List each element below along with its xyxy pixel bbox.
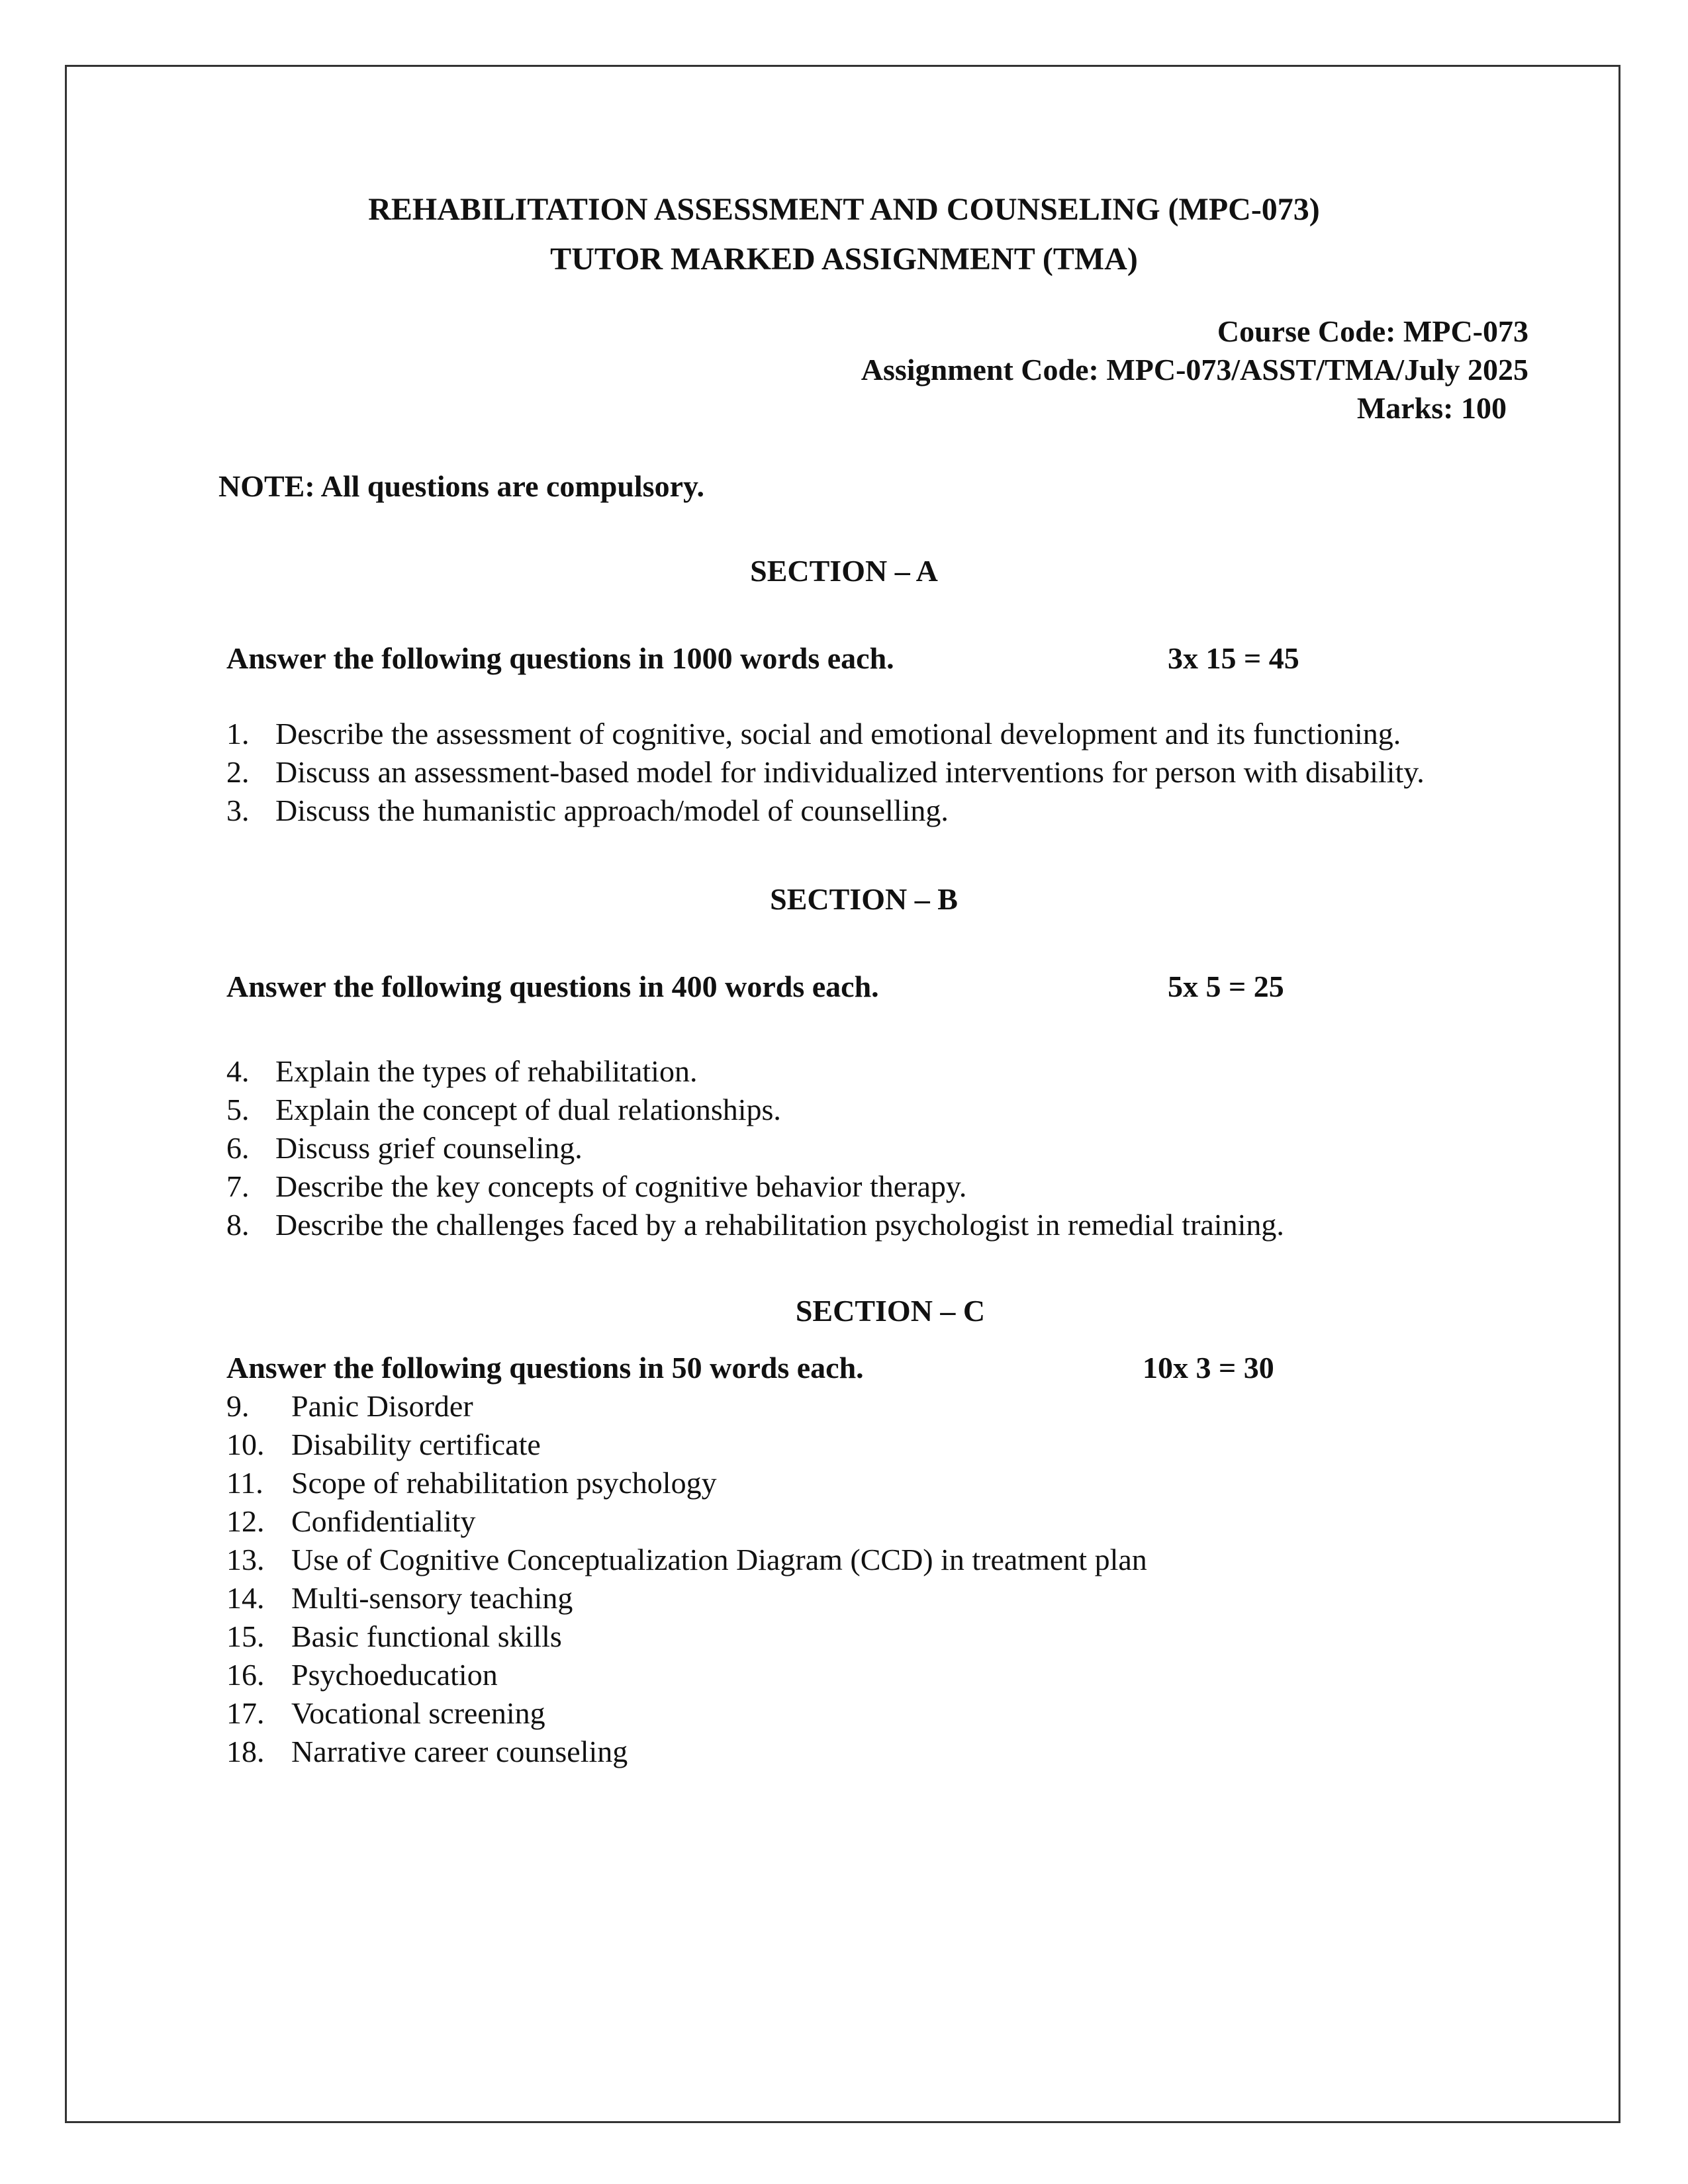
question-number: 16.	[226, 1658, 265, 1692]
question-text: Scope of rehabilitation psychology	[291, 1466, 717, 1500]
section-c-marks: 10x 3 = 30	[1143, 1351, 1274, 1385]
question-number: 9.	[226, 1389, 250, 1423]
question-number: 4.	[226, 1054, 250, 1088]
question-text: Describe the challenges faced by a rehabilitation psychologist in remedial training.	[275, 1208, 1284, 1242]
question-text: Discuss the humanistic approach/model of counselling.	[275, 794, 949, 827]
question-number: 17.	[226, 1696, 265, 1730]
question-number: 6.	[226, 1131, 250, 1165]
total-marks: Marks: 100	[1356, 391, 1507, 425]
question-text: Explain the types of rehabilitation.	[275, 1054, 698, 1088]
section-c-instruction: Answer the following questions in 50 words each.	[226, 1351, 864, 1385]
section-b-title: SECTION – B	[770, 882, 958, 916]
question-number: 15.	[226, 1619, 265, 1653]
question-text: Panic Disorder	[291, 1389, 473, 1423]
question-number: 1.	[226, 717, 250, 751]
question-number: 11.	[226, 1466, 263, 1500]
section-c-title: SECTION – C	[795, 1294, 986, 1328]
question-text: Explain the concept of dual relationships.	[275, 1093, 781, 1126]
question-number: 8.	[226, 1208, 250, 1242]
question-number: 13.	[226, 1543, 265, 1576]
section-a-title: SECTION – A	[750, 554, 938, 588]
assignment-code: Assignment Code: MPC-073/ASST/TMA/July 2025	[861, 353, 1528, 387]
question-text: Disability certificate	[291, 1428, 541, 1461]
question-number: 3.	[226, 794, 250, 827]
question-text: Use of Cognitive Conceptualization Diagram (CCD) in treatment plan	[291, 1543, 1147, 1576]
question-text: Discuss an assessment-based model for individualized interventions for person with disability.	[275, 755, 1425, 789]
question-text: Basic functional skills	[291, 1619, 562, 1653]
question-number: 5.	[226, 1093, 250, 1126]
question-text: Discuss grief counseling.	[275, 1131, 583, 1165]
question-text: Multi-sensory teaching	[291, 1581, 573, 1615]
question-number: 14.	[226, 1581, 265, 1615]
question-text: Describe the key concepts of cognitive behavior therapy.	[275, 1169, 967, 1203]
section-a-marks: 3x 15 = 45	[1168, 641, 1299, 675]
question-number: 10.	[226, 1428, 265, 1461]
note-text: NOTE: All questions are compulsory.	[218, 469, 704, 503]
question-text: Confidentiality	[291, 1504, 476, 1538]
document-title: REHABILITATION ASSESSMENT AND COUNSELING (MPC-073)	[368, 192, 1320, 227]
section-a-instruction: Answer the following questions in 1000 words each.	[226, 641, 894, 675]
question-text: Vocational screening	[291, 1696, 545, 1730]
question-text: Psychoeducation	[291, 1658, 498, 1692]
question-text: Narrative career counseling	[291, 1735, 628, 1768]
document-subtitle: TUTOR MARKED ASSIGNMENT (TMA)	[550, 242, 1138, 277]
section-b-instruction: Answer the following questions in 400 words each.	[226, 970, 879, 1003]
question-number: 2.	[226, 755, 250, 789]
course-code: Course Code: MPC-073	[1217, 314, 1528, 348]
question-number: 12.	[226, 1504, 265, 1538]
question-number: 7.	[226, 1169, 250, 1203]
question-text: Describe the assessment of cognitive, social and emotional development and its functioning.	[275, 717, 1401, 751]
section-b-marks: 5x 5 = 25	[1168, 970, 1284, 1003]
question-number: 18.	[226, 1735, 265, 1768]
